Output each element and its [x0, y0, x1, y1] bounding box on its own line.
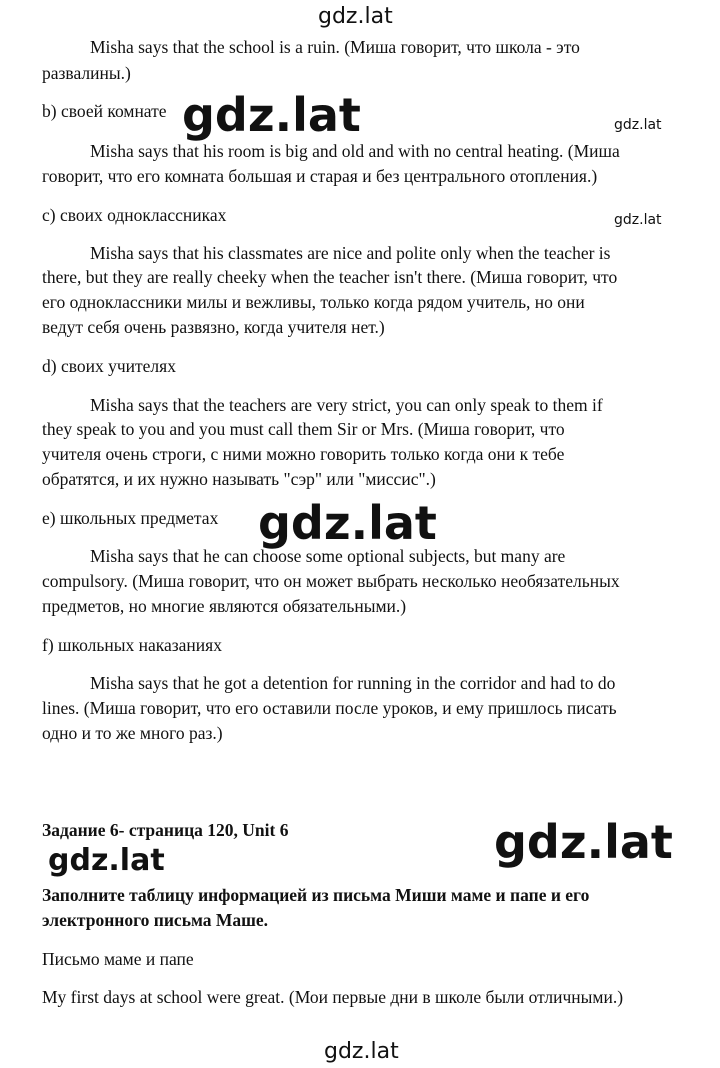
text-line: его одноклассники милы и вежливы, только когда рядом учитель, но они: [42, 292, 585, 312]
text-line: развалины.): [42, 63, 131, 83]
watermark-small: gdz.lat: [614, 117, 662, 133]
item-label-d: d) своих учителях: [42, 356, 176, 376]
watermark-medium: gdz.lat: [48, 843, 165, 878]
text-line: говорит, что его комната большая и старая и без центрального отопления.): [42, 166, 598, 186]
text-line: Misha says that the teachers are very strict, you can only speak to them if: [90, 395, 603, 415]
section-label: Письмо маме и папе: [42, 949, 194, 969]
text-line: Misha says that he got a detention for running in the corridor and had to do: [90, 673, 616, 693]
item-label-b: b) своей комнате: [42, 101, 167, 121]
watermark-large: gdz.lat: [494, 815, 673, 869]
text-line: ведут себя очень развязно, когда учителя нет.): [42, 317, 385, 337]
watermark-large: gdz.lat: [178, 92, 365, 138]
text-line: Misha says that he can choose some optional subjects, but many are: [90, 546, 566, 566]
text-line: обратятся, и их нужно называть "сэр" или "миссис".): [42, 469, 436, 489]
text-line: Misha says that his classmates are nice and polite only when the teacher is: [90, 243, 611, 263]
task-instruction: Заполните таблицу информацией из письма Миши маме и папе и его: [42, 885, 590, 905]
item-label-f: f) школьных наказаниях: [42, 635, 222, 655]
text-line: My first days at school were great. (Мои первые дни в школе были отличными.): [42, 987, 624, 1007]
text-line: одно и то же много раз.): [42, 723, 223, 743]
item-label-c: c) своих одноклассниках: [42, 205, 227, 225]
item-label-e: e) школьных предметах: [42, 508, 219, 528]
task-heading: Задание 6- страница 120, Unit 6: [42, 820, 289, 840]
text-line: lines. (Миша говорит, что его оставили после уроков, и ему пришлось писать: [42, 698, 617, 718]
text-line: Misha says that his room is big and old and with no central heating. (Миша: [90, 141, 620, 161]
text-line: there, but they are really cheeky when the teacher isn't there. (Миша говорит, что: [42, 267, 618, 287]
text-line: compulsory. (Миша говорит, что он может выбрать несколько необязательных: [42, 571, 620, 591]
text-line: учителя очень строги, с ними можно говорить только когда они к тебе: [42, 444, 565, 464]
text-line: предметов, но многие являются обязательными.): [42, 596, 407, 616]
task-instruction: электронного письма Маше.: [42, 910, 269, 930]
watermark-top: gdz.lat: [318, 4, 393, 29]
text-line: they speak to you and you must call them Sir or Mrs. (Миша говорит, что: [42, 419, 565, 439]
watermark-small: gdz.lat: [614, 212, 662, 228]
watermark-bottom: gdz.lat: [324, 1039, 399, 1064]
watermark-large: gdz.lat: [258, 496, 437, 550]
text-line: Misha says that the school is a ruin. (Миша говорит, что школа - это: [90, 37, 580, 57]
